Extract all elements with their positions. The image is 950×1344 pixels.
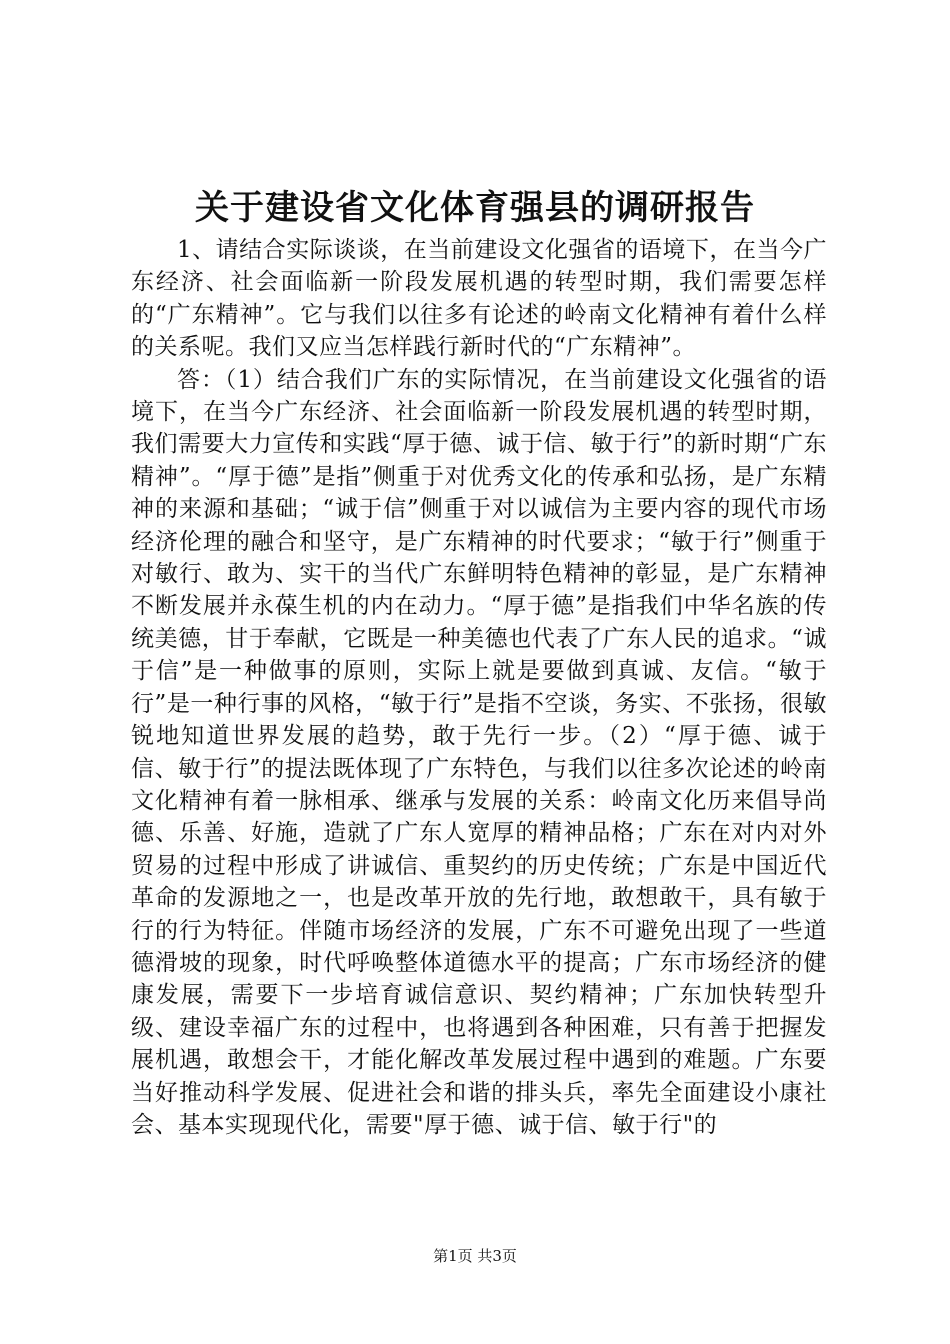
paragraph-answer: 答：（1）结合我们广东的实际情况，在当前建设文化强省的语境下，在当今广东经济、社会面临新一阶段发展机遇的转型时期，我们需要大力宣传和实践“厚于德、诚于信、敏于行”的新时期“广东精神”。“厚于德”是指”侧重于对优秀文化的传承和弘扬，是广东精神的来源和基础；“诚于信”侧重于对以诚信为主要内容的现代市场经济伦理的融合和坚守，是广东精神的时代要求；“敏于行”侧重于对敏行、敢为、实干的当代广东鲜明特色精神的彰显，是广东精神不断发展并永葆生机的内在动力。“厚于德”是指我们中华名族的传统美德，甘于奉献，它既是一种美德也代表了广东人民的追求。“诚于信”是一种做事的原则，实际上就是要做到真诚、友信。“敏于行”是一种行事的风格，“敏于行”是指不空谈，务实、不张扬，很敏锐地知道世界发展的趋势，敢于先行一步。（2）“厚于德、诚于信、敏于行”的提法既体现了广东特色，与我们以往多次论述的岭南文化精神有着一脉相承、继承与发展的关系：岭南文化历来倡导尚德、乐善、好施，造就了广东人宽厚的精神品格；广东在对内对外贸易的过程中形成了讲诚信、重契约的历史传统；广东是中国近代革命的发源地之一，也是改革开放的先行地，敢想敢干，具有敏于行的行为特征。伴随市场经济的发展，广东不可避免出现了一些道德滑坡的现象，时代呼唤整体道德水平的提高；广东市场经济的健康发展，需要下一步培育诚信意识、契约精神；广东加快转型升级、建设幸福广东的过程中，也将遇到各种困难，只有善于把握发展机遇，敢想会干，才能化解改革发展过程中遇到的难题。广东要当好推动科学发展、促进社会和谐的排头兵，率先全面建设小康社会、基本实现现代化，需要"厚于德、诚于信、敏于行"的 <box>131 366 827 1138</box>
document-title: 关于建设省文化体育强县的调研报告 <box>195 188 755 228</box>
document-body <box>131 234 827 1141</box>
page-number-footer: 第1页 共3页 <box>433 1247 517 1265</box>
paragraph-question: 1、请结合实际谈谈，在当前建设文化强省的语境下，在当今广东经济、社会面临新一阶段发展机遇的转型时期，我们需要怎样的“广东精神”。它与我们以往多有论述的岭南文化精神有着什么样的关系呢。我们又应当怎样践行新时代的“广东精神”。 <box>131 237 827 361</box>
